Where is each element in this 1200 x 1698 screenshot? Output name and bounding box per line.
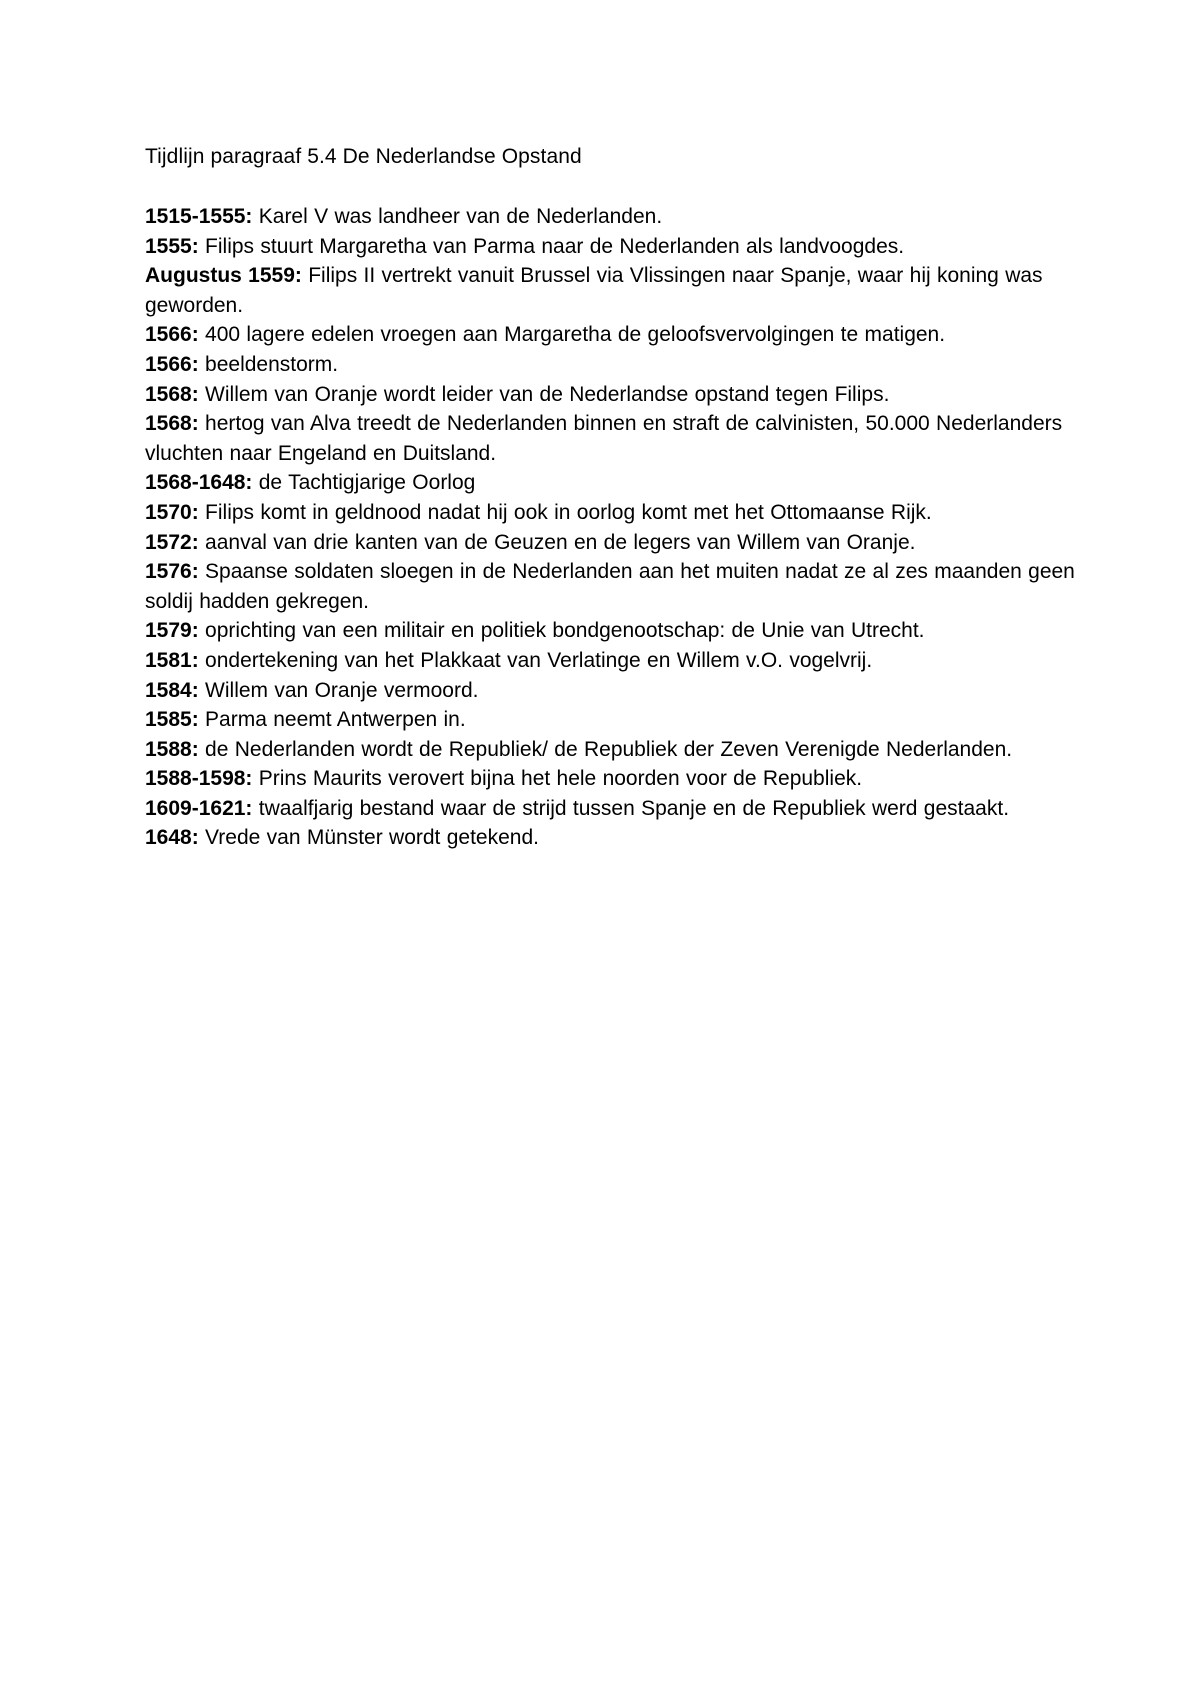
timeline-entry bbox=[145, 676, 1075, 706]
entry-text: Parma neemt Antwerpen in. bbox=[198, 708, 466, 732]
timeline-entry bbox=[145, 764, 1075, 794]
entry-date: 1568: bbox=[145, 382, 199, 406]
entry-text: ondertekening van het Plakkaat van Verlatinge en Willem v.O. vogelvrij. bbox=[198, 648, 873, 672]
timeline-entry bbox=[145, 646, 1075, 676]
entry-date: 1648: bbox=[145, 826, 199, 850]
entry-date: 1584: bbox=[145, 678, 199, 702]
entry-date: 1588: bbox=[145, 737, 199, 761]
document-content bbox=[145, 142, 1075, 853]
entry-date: 1566: bbox=[145, 352, 199, 376]
timeline-entry bbox=[145, 468, 1075, 498]
entry-date: 1515-1555: bbox=[145, 205, 253, 228]
entry-text: Willem van Oranje wordt leider van de Nederlandse opstand tegen Filips. bbox=[198, 382, 890, 406]
entry-date: 1588-1598: bbox=[145, 767, 253, 791]
timeline-entry bbox=[145, 202, 1075, 232]
entry-date: 1576: bbox=[145, 560, 199, 584]
entry-text: oprichting van een militair en politiek bondgenootschap: de Unie van Utrecht. bbox=[198, 619, 925, 643]
timeline-entry bbox=[145, 823, 1075, 853]
timeline-list bbox=[145, 202, 1075, 853]
timeline-entry bbox=[145, 320, 1075, 350]
timeline-entry bbox=[145, 409, 1075, 468]
entry-text: de Nederlanden wordt de Republiek/ de Republiek der Zeven Verenigde Nederlanden. bbox=[198, 737, 1013, 761]
entry-text: Willem van Oranje vermoord. bbox=[198, 678, 479, 702]
timeline-entry bbox=[145, 794, 1075, 824]
entry-text: Filips II vertrekt vanuit Brussel via Vlissingen naar Spanje, waar hij koning was geworden. bbox=[145, 264, 1043, 317]
timeline-entry bbox=[145, 616, 1075, 646]
entry-date: 1566: bbox=[145, 323, 199, 347]
timeline-entry bbox=[145, 380, 1075, 410]
entry-date: 1568-1648: bbox=[145, 471, 253, 495]
entry-text: aanval van drie kanten van de Geuzen en de legers van Willem van Oranje. bbox=[198, 530, 916, 554]
entry-text: Filips stuurt Margaretha van Parma naar de Nederlanden als landvoogdes. bbox=[198, 234, 905, 258]
entry-date: 1555: bbox=[145, 234, 199, 258]
entry-date: 1581: bbox=[145, 648, 199, 672]
entry-text: Karel V was landheer van de Nederlanden. bbox=[252, 205, 663, 228]
entry-date: 1585: bbox=[145, 708, 199, 732]
entry-text: twaalfjarig bestand waar de strijd tussen Spanje en de Republiek werd gestaakt. bbox=[252, 796, 1010, 820]
entry-text: de Tachtigjarige Oorlog bbox=[252, 471, 476, 495]
entry-text: Filips komt in geldnood nadat hij ook in oorlog komt met het Ottomaanse Rijk. bbox=[198, 500, 932, 524]
entry-date: 1572: bbox=[145, 530, 199, 554]
timeline-entry bbox=[145, 261, 1075, 320]
entry-date: Augustus 1559: bbox=[145, 264, 302, 288]
entry-text: Spaanse soldaten sloegen in de Nederlanden aan het muiten nadat ze al zes maanden geen soldij hadden gekregen. bbox=[145, 560, 1075, 613]
entry-date: 1568: bbox=[145, 412, 199, 436]
entry-text: Vrede van Münster wordt getekend. bbox=[198, 826, 539, 850]
entry-date: 1579: bbox=[145, 619, 199, 643]
timeline-entry bbox=[145, 735, 1075, 765]
timeline-entry bbox=[145, 498, 1075, 528]
timeline-entry bbox=[145, 557, 1075, 616]
document-title: Tijdlijn paragraaf 5.4 De Nederlandse Opstand bbox=[145, 145, 582, 168]
entry-text: hertog van Alva treedt de Nederlanden binnen en straft de calvinisten, 50.000 Nederlanders vluchten naar Engeland en Duitsland. bbox=[145, 412, 1063, 465]
timeline-entry bbox=[145, 232, 1075, 262]
entry-text: beeldenstorm. bbox=[198, 352, 339, 376]
timeline-entry bbox=[145, 705, 1075, 735]
entry-date: 1609-1621: bbox=[145, 796, 253, 820]
timeline-entry bbox=[145, 350, 1075, 380]
timeline-entry bbox=[145, 528, 1075, 558]
entry-date: 1570: bbox=[145, 500, 199, 524]
entry-text: Prins Maurits verovert bijna het hele noorden voor de Republiek. bbox=[252, 767, 863, 791]
entry-text: 400 lagere edelen vroegen aan Margaretha de geloofsvervolgingen te matigen. bbox=[198, 323, 946, 347]
